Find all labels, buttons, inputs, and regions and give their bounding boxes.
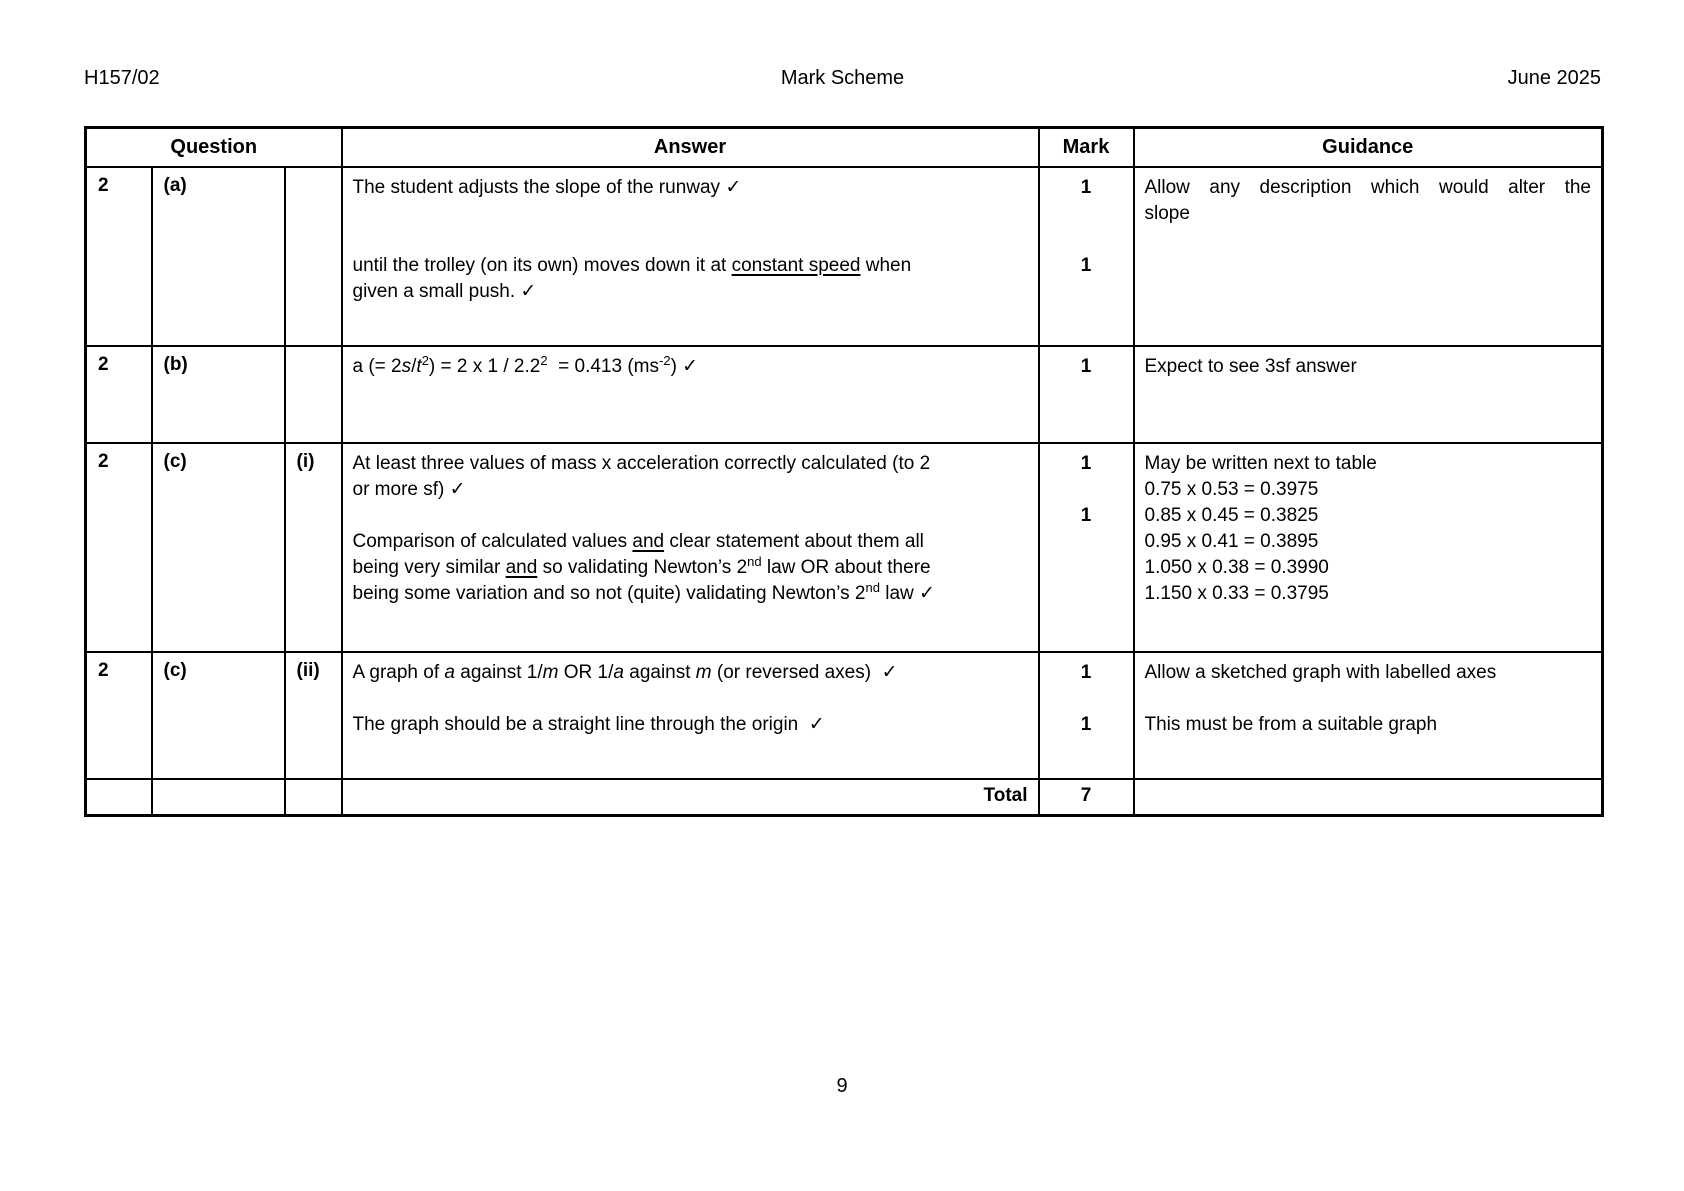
answer-text: a (= 2 [352,355,402,377]
answer-line: At least three values of mass x acceleration correctly calculated (to 2 [352,452,931,474]
table-row-2ci [86,443,1603,652]
answer-text: / [411,355,417,377]
answer-cell [342,346,1039,443]
answer-line: The student adjusts the slope of the runway ✓ [352,176,742,198]
italic-text: t [416,355,422,377]
superscript-text: -2 [659,352,671,368]
guidance-line: 1.150 x 0.33 = 0.3795 [1144,582,1329,604]
answer-text: until the trolley (on its own) moves down it at [352,254,732,276]
answer-cell [342,652,1039,779]
underlined-text: constant speed [731,254,861,276]
mark-cell [1039,652,1134,779]
italic-text: a [613,661,624,683]
superscript-text: 2 [540,352,548,368]
answer-cell [342,167,1039,346]
question-subpart: (i) [285,443,342,652]
guidance-line: May be written next to table [1144,452,1377,474]
answer-line [353,555,1028,581]
answer-text: (or reversed axes) ✓ [711,661,898,683]
mark-cell [1039,167,1134,346]
paper-code: H157/02 [84,67,160,89]
question-part: (c) [152,443,285,652]
question-number: 2 [86,652,152,779]
answer-text: A graph of [352,661,445,683]
guidance-line: 0.85 x 0.45 = 0.3825 [1144,504,1319,526]
mark-value: 1 [1080,176,1092,198]
mark-value: 1 [1080,713,1092,735]
guidance-cell [1134,652,1603,779]
total-label: Total [342,779,1039,816]
session-date: June 2025 [1507,67,1602,89]
document-header [0,0,1684,90]
guidance-line: 0.95 x 0.41 = 0.3895 [1144,530,1319,552]
answer-line [353,529,1028,555]
guidance-line: This must be from a suitable graph [1144,713,1438,735]
answer-text: ) = 2 x 1 / 2.2 [428,355,541,377]
answer-text: clear statement about them all [664,530,924,552]
answer-text: being very similar [352,556,506,578]
column-header-answer: Answer [342,128,1039,167]
table-row-2cii [86,652,1603,779]
table-row-2b [86,346,1603,443]
question-part: (c) [152,652,285,779]
mark-value: 1 [1080,355,1092,377]
question-number: 2 [86,346,152,443]
mark-value: 1 [1080,452,1092,474]
answer-text: against 1/ [454,661,543,683]
question-part-empty [152,779,285,816]
mark-scheme-table [84,126,1604,817]
superscript-text: nd [747,553,762,569]
page-number: 9 [836,1075,848,1097]
question-number: 2 [86,167,152,346]
column-header-mark: Mark [1039,128,1134,167]
answer-text: OR 1/ [558,661,614,683]
mark-value: 1 [1080,254,1092,276]
answer-line: given a small push. ✓ [352,280,537,302]
mark-cell [1039,443,1134,652]
guidance-cell [1134,167,1603,346]
guidance-line: Expect to see 3sf answer [1144,355,1357,377]
question-number-empty [86,779,152,816]
answer-text: law ✓ [879,582,935,604]
answer-line: The graph should be a straight line through the origin ✓ [352,713,825,735]
spacer [1145,686,1592,712]
answer-text: Comparison of calculated values [352,530,633,552]
italic-text: m [542,661,559,683]
question-part: (b) [152,346,285,443]
answer-text: ) ✓ [670,355,699,377]
question-subpart-empty [285,779,342,816]
total-mark: 7 [1039,779,1134,816]
answer-line [353,354,1028,380]
spacer [1044,201,1129,227]
mark-cell [1039,346,1134,443]
spacer [353,227,1028,253]
answer-cell [342,443,1039,652]
guidance-cell [1134,443,1603,652]
spacer [1044,477,1129,503]
italic-text: m [695,661,712,683]
superscript-text: 2 [421,352,429,368]
question-number: 2 [86,443,152,652]
question-subpart [285,167,342,346]
answer-text: law OR about there [761,556,931,578]
underlined-text: and [505,556,538,578]
question-part: (a) [152,167,285,346]
answer-text: being some variation and so not (quite) validating Newton’s 2 [352,582,866,604]
guidance-line: 1.050 x 0.38 = 0.3990 [1144,556,1329,578]
spacer [1044,686,1129,712]
column-header-guidance: Guidance [1134,128,1603,167]
table-row-total [86,779,1603,816]
italic-text: a [444,661,455,683]
answer-text: when [860,254,912,276]
spacer [353,503,1028,529]
answer-line [353,660,1028,686]
answer-line [353,581,1028,607]
table-header-row [86,128,1603,167]
underlined-text: and [632,530,665,552]
mark-value: 1 [1080,661,1092,683]
question-subpart: (ii) [285,652,342,779]
answer-line [353,253,1028,279]
mark-value: 1 [1080,504,1092,526]
guidance-line: 0.75 x 0.53 = 0.3975 [1144,478,1319,500]
column-header-question: Question [86,128,342,167]
document-title: Mark Scheme [780,67,905,89]
answer-text: = 0.413 (ms [547,355,659,377]
guidance-cell-empty [1134,779,1603,816]
superscript-text: nd [865,579,880,595]
answer-text: so validating Newton’s 2 [537,556,748,578]
guidance-line: Allow a sketched graph with labelled axes [1144,661,1497,683]
answer-line: or more sf) ✓ [352,478,466,500]
italic-text: s [401,355,412,377]
spacer [353,201,1028,227]
question-subpart [285,346,342,443]
spacer [1044,227,1129,253]
table-row-2a [86,167,1603,346]
answer-text: against [623,661,696,683]
spacer [353,686,1028,712]
guidance-line: slope [1144,202,1190,224]
guidance-line: Allow any description which would alter the [1144,176,1591,198]
guidance-cell [1134,346,1603,443]
